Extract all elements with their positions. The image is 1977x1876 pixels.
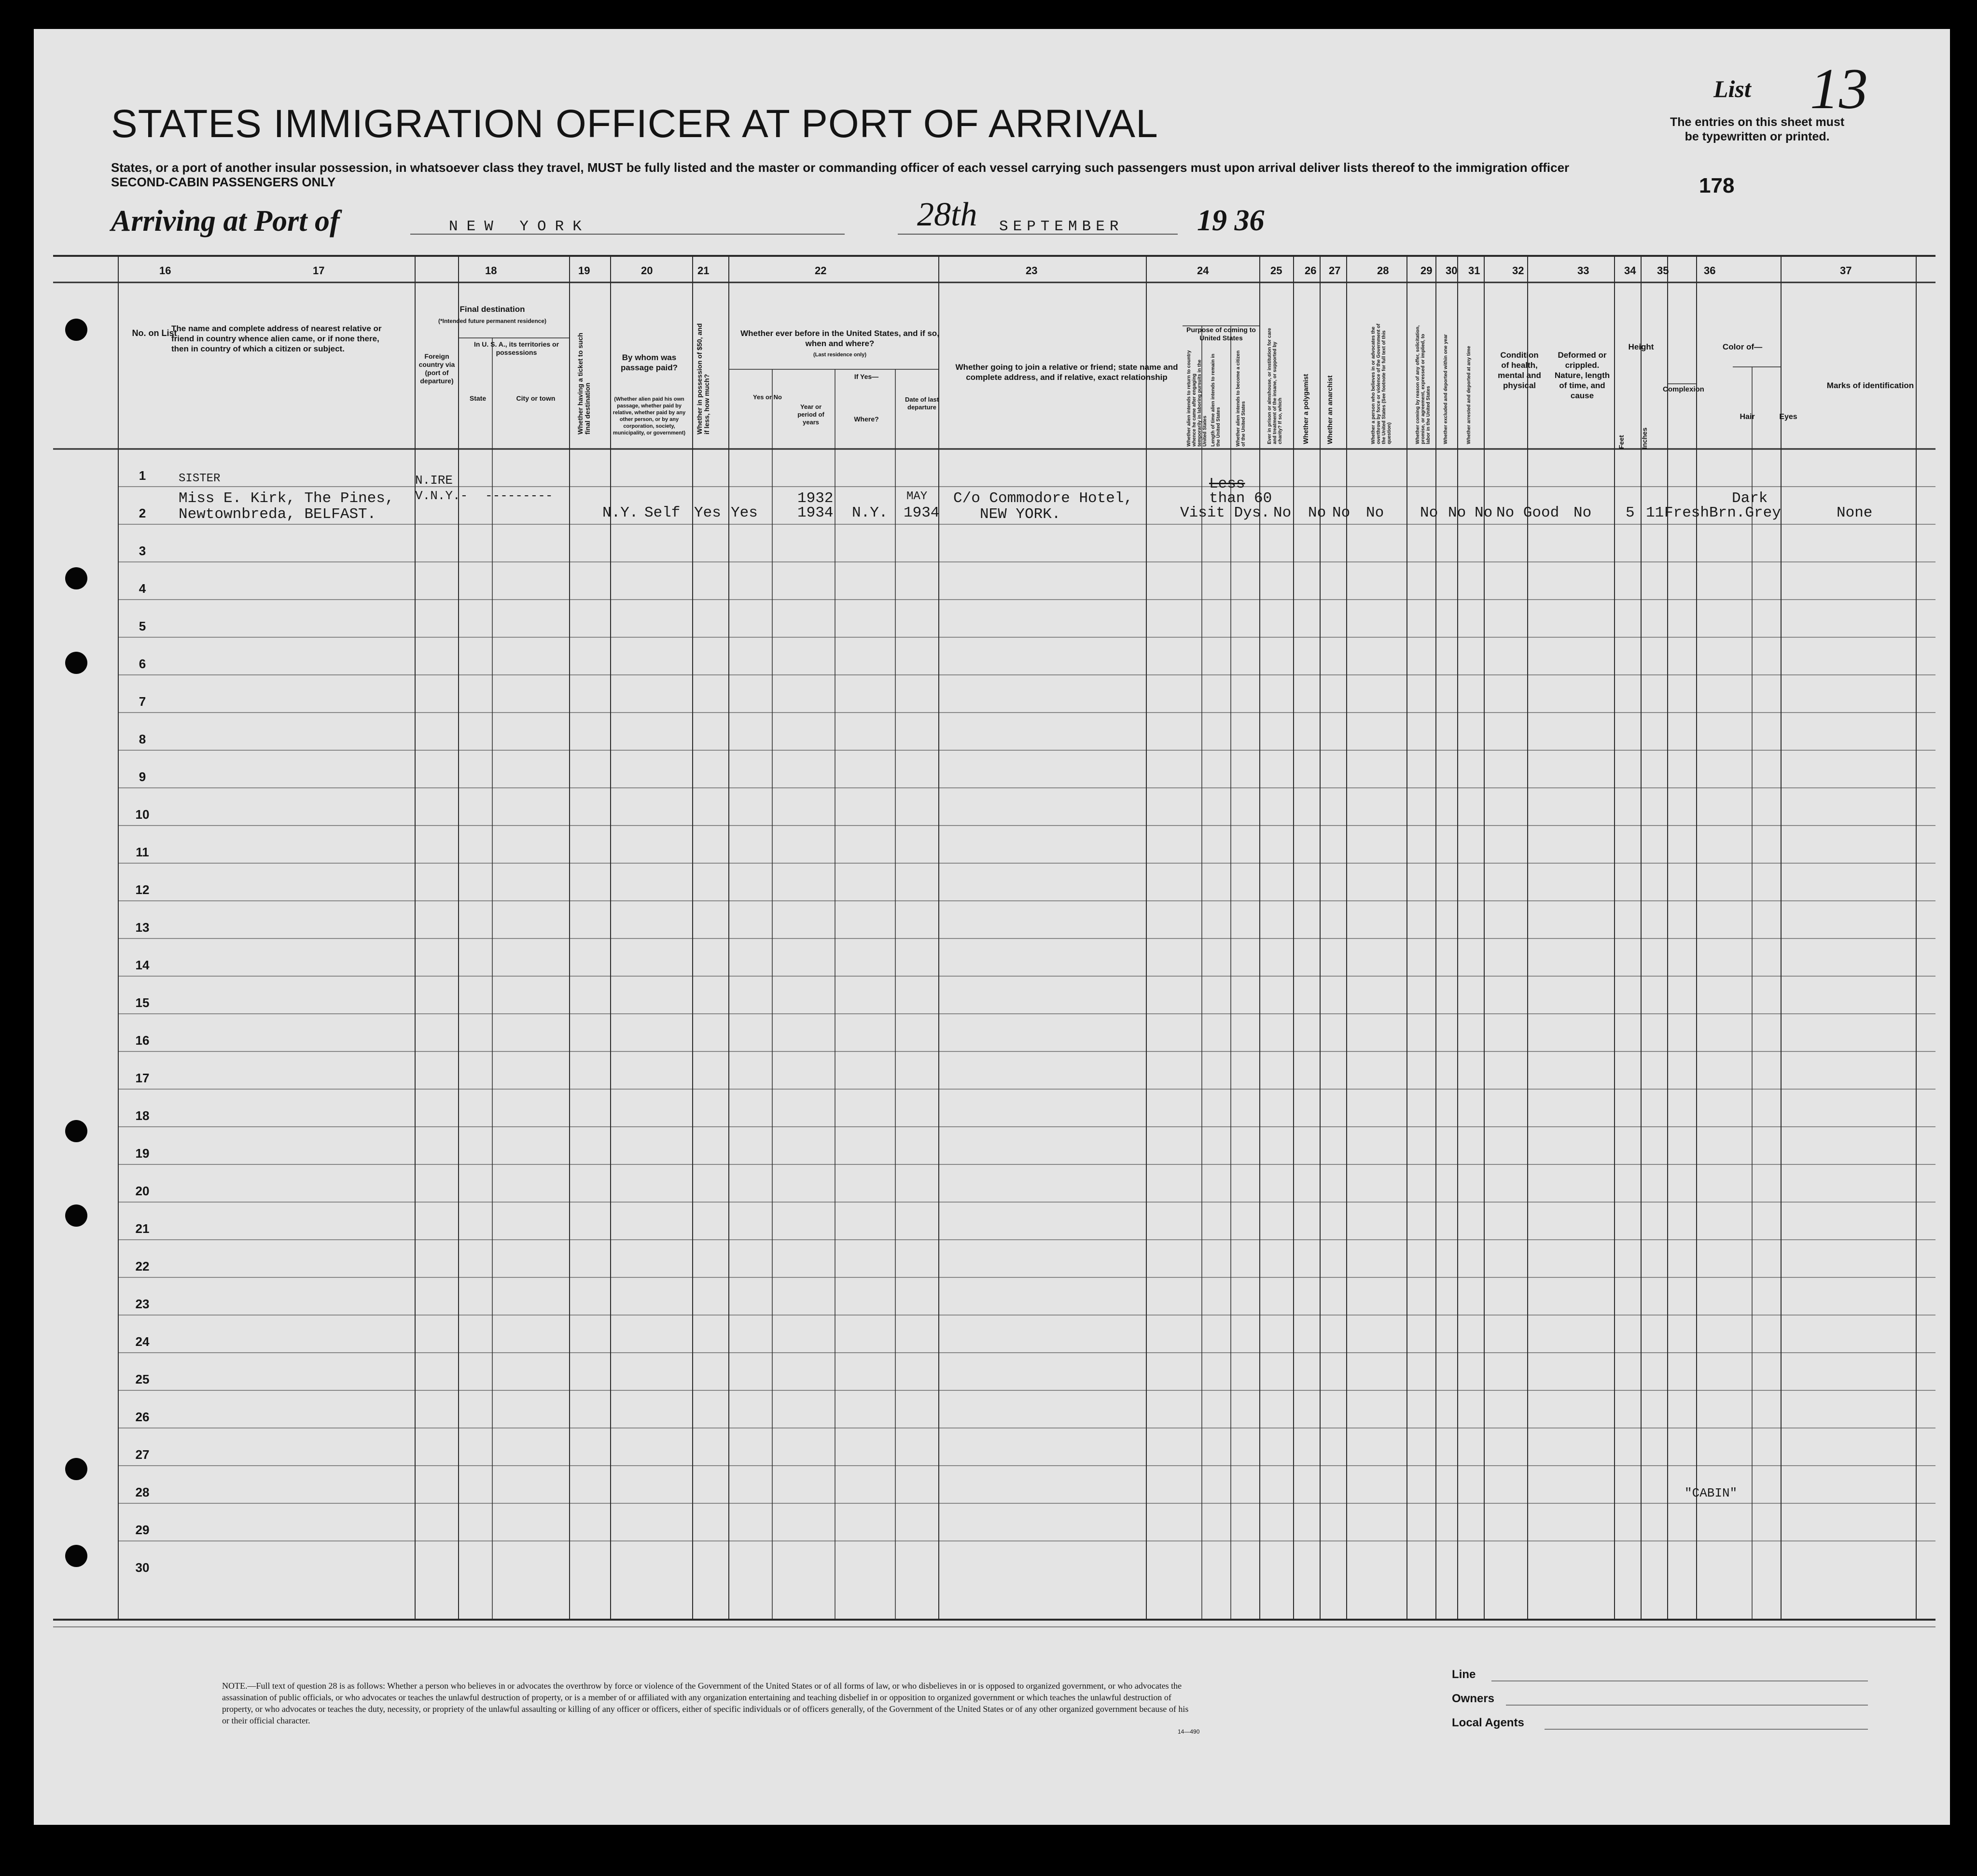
header-hair: Hair — [1740, 413, 1755, 421]
colnum-17: 17 — [313, 265, 325, 277]
header-possession-50: Whether in possession of $50, and if less, how much? — [696, 323, 710, 434]
colnum-20: 20 — [641, 265, 653, 277]
row-number: 19 — [135, 1146, 150, 1161]
header-col30: Whether excluded and deported within one year — [1443, 334, 1448, 444]
before-in-us: Yes — [731, 504, 758, 521]
arriving-label: Arriving at Port of — [111, 205, 340, 238]
punch-hole — [65, 652, 87, 674]
polygamist-value: No — [1308, 504, 1326, 521]
header-complexion: Complexion — [1663, 385, 1704, 393]
header-anarchist: Whether an anarchist — [1326, 375, 1334, 444]
colnum-21: 21 — [697, 265, 710, 277]
condition-value: No Good — [1496, 504, 1559, 521]
feet-value: 5 — [1626, 504, 1635, 521]
colnum-23: 23 — [1026, 265, 1038, 277]
list-label: List — [1713, 75, 1751, 102]
row-number: 17 — [135, 1071, 150, 1085]
row-number: 13 — [135, 920, 150, 935]
row-number: 26 — [135, 1410, 150, 1424]
header-instructions: States, or a port of another insular possession, in whatsoever class they travel, MUST be fully listed and the master or commanding officer of each vessel carrying such passengers must upon arrival deliver lists thereof to the immigration officer — [111, 160, 1570, 175]
header-in-usa: In U. S. A., its territories or possessions — [473, 340, 559, 356]
row-number: 14 — [135, 958, 150, 972]
period-year-2: 1934 — [797, 504, 834, 521]
row-number: 25 — [135, 1372, 150, 1386]
owners-label: Owners — [1452, 1692, 1495, 1705]
colnum-16: 16 — [159, 265, 171, 277]
header-foreign-country: Foreign country via (port of departure) — [418, 352, 455, 385]
col30-value: No — [1448, 504, 1466, 521]
colnum-29: 29 — [1420, 265, 1433, 277]
row-number: 11 — [136, 845, 149, 859]
arrival-day: 28th — [917, 196, 977, 233]
arrival-month: SEPTEMBER — [999, 218, 1124, 235]
sheet-number: 178 — [1699, 174, 1735, 197]
length-stay: than 60 — [1209, 490, 1272, 507]
punch-hole — [65, 319, 87, 341]
colnum-34: 34 — [1624, 265, 1636, 277]
inches-value: 11 — [1646, 504, 1664, 521]
deformed-value: No — [1573, 504, 1592, 521]
header-feet: Feet — [1617, 435, 1625, 449]
relative-name: Miss E. Kirk, The Pines, — [179, 490, 394, 507]
header-before-in-us: Whether ever before in the United States, and if so, when and where? — [740, 329, 939, 348]
col28-value: No — [1366, 504, 1384, 521]
hair-dark: Dark — [1732, 490, 1768, 507]
relationship: SISTER — [179, 472, 221, 485]
row-number: 28 — [135, 1485, 150, 1499]
manifest-sheet — [34, 29, 1950, 1825]
header-date-departure: Date of last departure — [905, 396, 939, 411]
header-marks: Marks of identification — [1826, 381, 1914, 390]
colnum-35: 35 — [1657, 265, 1669, 277]
header-class: SECOND-CABIN PASSENGERS ONLY — [111, 175, 336, 189]
state-city-dashes: --------- — [485, 489, 553, 503]
colnum-37: 37 — [1840, 265, 1852, 277]
where-value: N.Y. — [852, 504, 888, 521]
header-passage-paid-note: (Whether alien paid his own passage, whether paid by relative, whether paid by any other person, or by any corporation, society, municipality, or government) — [613, 396, 686, 436]
header-final-destination: Final destination — [459, 305, 525, 314]
row-number: 16 — [135, 1033, 150, 1048]
row-number: 7 — [139, 694, 146, 709]
row-number: 20 — [135, 1184, 150, 1198]
colnum-19: 19 — [578, 265, 590, 277]
header-col31: Whether arrested and deported at any time — [1466, 346, 1472, 444]
row-number: 9 — [139, 770, 146, 784]
row-number: 2 — [139, 506, 146, 520]
complexion-hair-eyes: FreshBrn.Grey — [1664, 504, 1781, 521]
date-year: 1934 — [904, 504, 940, 521]
punch-hole — [65, 1545, 87, 1567]
row-number: 1 — [139, 468, 146, 483]
row-number: 27 — [135, 1447, 150, 1462]
row-number: 30 — [135, 1560, 150, 1575]
punch-hole — [65, 1458, 87, 1480]
table-grid — [34, 29, 1950, 1825]
colnum-26: 26 — [1305, 265, 1317, 277]
colnum-30: 30 — [1446, 265, 1458, 277]
arrival-year: 19 36 — [1197, 204, 1265, 237]
entries-note: The entries on this sheet must be typewritten or printed. — [1670, 115, 1845, 143]
page-title: STATES IMMIGRATION OFFICER AT PORT OF ARRIVAL — [111, 102, 1158, 146]
row-number: 21 — [135, 1221, 150, 1236]
row-number: 8 — [139, 732, 146, 746]
header-ticket: Whether having a ticket to such final destination — [576, 333, 591, 434]
row-number: 5 — [139, 619, 146, 633]
header-purpose: Purpose of coming to United States — [1186, 326, 1256, 342]
header-purpose-a: Whether alien intends to return to country whence he came after engaging temporarily in laboring pursuits in the United States — [1186, 350, 1208, 447]
ticket-destination: N.Y. — [602, 504, 639, 521]
passage-paid-by: Self — [644, 504, 681, 521]
colnum-36: 36 — [1704, 265, 1716, 277]
row-number: 3 — [139, 544, 146, 558]
colnum-28: 28 — [1377, 265, 1389, 277]
header-final-destination-sub: (*Intended future permanent residence) — [438, 318, 547, 324]
row-number: 15 — [135, 995, 150, 1010]
anarchist-value: No — [1332, 504, 1350, 521]
header-polygamist: Whether a polygamist — [1302, 374, 1309, 444]
period-year-1: 1932 — [797, 490, 834, 507]
header-joining-relative: Whether going to join a relative or friend; state name and complete address, and if relative, exact relationship — [955, 363, 1178, 382]
purpose-value: Visit Dys. — [1180, 504, 1270, 521]
header-eyes: Eyes — [1779, 413, 1797, 421]
header-height: Height — [1628, 342, 1654, 351]
footnote: NOTE.—Full text of question 28 is as follows: Whether a person who believes in or advocates the overthrow by force or violence of the Government of the United States or of all forms of law, or who disbelieves in or is opposed to organized government, or who advocates the assassination of public officials, or who advocates or teaches the unlawful destruction of property, or is a member of or affiliated with any organization entertaining and teaching disbelief in or opposition to organized government or which teaches the unlawful destruction of property, or who advocates or teaches the duty, necessity, or propriety of the unlawful assaulting or killing of any officer or officers, either of specific individuals or of officers generally, of the Government of the United States or of any other organized government because of his or their official character. — [222, 1681, 1189, 1725]
cabin-stamp: "CABIN" — [1685, 1486, 1738, 1500]
header-yes-no: Yes or No — [753, 393, 782, 401]
joining-line-1: C/o Commodore Hotel, — [953, 490, 1133, 507]
row-number: 22 — [135, 1259, 150, 1274]
colnum-25: 25 — [1270, 265, 1282, 277]
foreign-port: V.N.Y.- — [415, 489, 468, 503]
agents-label: Local Agents — [1452, 1716, 1524, 1729]
punch-hole — [65, 1204, 87, 1227]
colnum-18: 18 — [485, 265, 497, 277]
joining-line-2: NEW YORK. — [980, 506, 1061, 523]
list-number: 13 — [1810, 56, 1868, 121]
colnum-27: 27 — [1329, 265, 1341, 277]
header-city: City or town — [516, 394, 556, 402]
col31-value: No — [1475, 504, 1493, 521]
row-number: 29 — [135, 1523, 150, 1537]
header-col25: Ever in prison or almshouse, or institution for care and treatment of the insane, or supported by charity? If so, which — [1267, 328, 1283, 444]
row-number: 18 — [135, 1108, 150, 1123]
header-if-yes: If Yes— — [854, 373, 879, 380]
header-state: State — [469, 394, 487, 402]
colnum-32: 32 — [1512, 265, 1524, 277]
line-label: Line — [1452, 1668, 1476, 1681]
row-number: 24 — [135, 1334, 150, 1349]
header-before-in-us-sub: (Last residence only) — [813, 352, 867, 358]
header-condition: Condition of health, mental and physical — [1498, 350, 1541, 390]
col29-value: No — [1420, 504, 1438, 521]
colnum-33: 33 — [1577, 265, 1589, 277]
col25-value: No — [1273, 504, 1292, 521]
header-col29: Whether coming by reason of any offer, solicitation, promise, or agreement, expressed or implied, to labor in the United States — [1415, 325, 1431, 444]
colnum-31: 31 — [1468, 265, 1480, 277]
header-year-period: Year or period of years — [797, 403, 824, 426]
header-nearest-relative: The name and complete address of nearest relative or friend in country whence alien came, or if none there, then in country of which a citizen or subject. — [171, 324, 382, 353]
foreign-country: N.IRE — [415, 473, 453, 488]
relative-address: Newtownbreda, BELFAST. — [179, 506, 376, 523]
colnum-24: 24 — [1197, 265, 1209, 277]
colnum-22: 22 — [815, 265, 827, 277]
row-number: 6 — [139, 657, 146, 671]
punch-hole — [65, 1120, 87, 1142]
row-number: 4 — [139, 581, 146, 596]
header-inches: Inches — [1641, 427, 1648, 449]
possession-50: Yes — [694, 504, 721, 521]
row-number: 12 — [135, 882, 150, 897]
header-purpose-c: Whether alien intends to become a citizen of the United States — [1236, 350, 1246, 447]
marks-value: None — [1837, 504, 1873, 521]
header-where: Where? — [854, 415, 879, 423]
header-deformed: Deformed or crippled. Nature, length of time, and cause — [1554, 350, 1610, 400]
form-number: 14—490 — [1178, 1728, 1200, 1735]
date-month: MAY — [906, 490, 928, 503]
header-passage-paid: By whom was passage paid? — [620, 353, 678, 372]
row-number: 23 — [135, 1297, 150, 1311]
row-number: 10 — [135, 807, 150, 822]
length-struck: Less — [1209, 476, 1245, 492]
port-value: NEW YORK — [449, 218, 590, 235]
header-no-on-list: No. on List — [132, 328, 177, 338]
header-color-of: Color of— — [1722, 342, 1763, 351]
punch-hole — [65, 567, 87, 589]
header-col28: Whether a person who believes in or advocates the overthrow by force or violence of the Government of the United States (See footnote for full text of this question) — [1371, 323, 1392, 444]
header-purpose-b: Length of time alien intends to remain in the United States — [1211, 353, 1221, 447]
